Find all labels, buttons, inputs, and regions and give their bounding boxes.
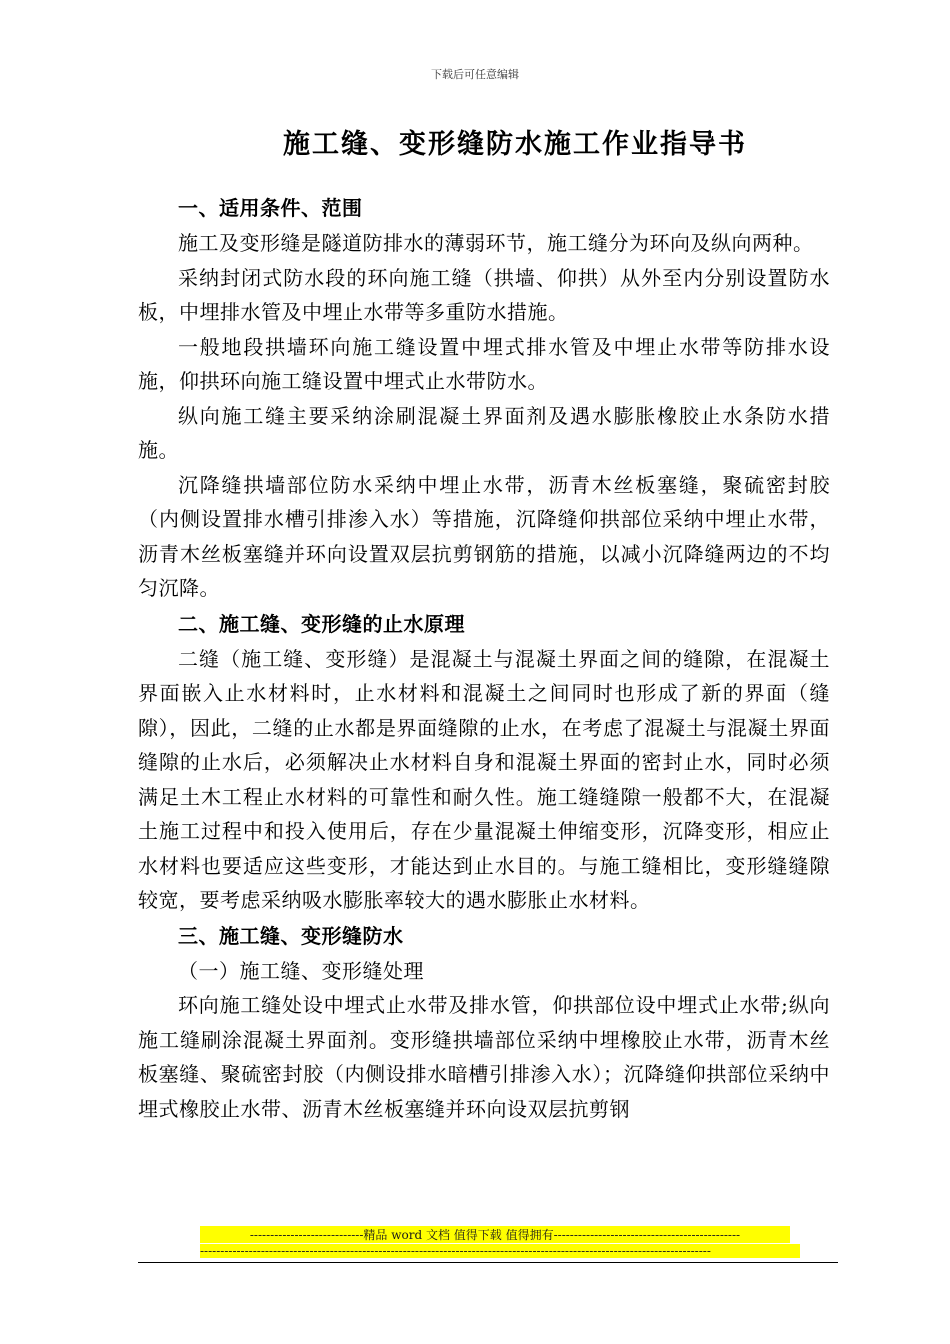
section-heading-3: 三、施工缝、变形缝防水 [178, 923, 404, 948]
header-note: 下载后可任意编辑 [431, 68, 519, 81]
paragraph: 二缝（施工缝、变形缝）是混凝土与混凝土界面之间的缝隙，在混凝土界面嵌入止水材料时，止水材料和混凝土之间同时也形成了新的界面（缝隙），因此，二缝的止水都是界面缝隙的止水，在考虑了混凝土与混凝土界面缝隙的止水后，必须解决止水材料自身和混凝土界面的密封止水，同时必须满足土木工程止水材料的可靠性和耐久性。施工缝缝隙一般都不大，在混凝土施工过程中和投入使用后，存在少量混凝土伸缩变形，沉降变形，相应止水材料也要适应这些变形，才能达到止水目的。与施工缝相比，变形缝缝隙较宽，要考虑采纳吸水膨胀率较大的遇水膨胀止水材料。 [138, 646, 830, 912]
section-heading-2: 二、施工缝、变形缝的止水原理 [178, 611, 465, 636]
document-title: 施工缝、变形缝防水施工作业指导书 [283, 129, 747, 160]
paragraph: 施工及变形缝是隧道防排水的薄弱环节，施工缝分为环向及纵向两种。 [178, 231, 814, 255]
paragraph: 沉降缝拱墙部位防水采纳中埋止水带，沥青木丝板塞缝，聚硫密封胶（内侧设置排水槽引排渗入水）等措施，沉降缝仰拱部位采纳中埋止水带，沥青木丝板塞缝并环向设置双层抗剪钢筋的措施，以减小沉降缝两边的不均匀沉降。 [138, 472, 830, 600]
footer-banner: ----------------------------精品 word 文档 值得下载 值得拥有---------------------------------------------- [200, 1226, 790, 1243]
subsection-heading: （一）施工缝、变形缝处理 [178, 958, 424, 983]
paragraph: 环向施工缝处设中埋式止水带及排水管，仰拱部位设中埋式止水带;纵向施工缝刷涂混凝土界面剂。变形缝拱墙部位采纳中埋橡胶止水带，沥青木丝板塞缝、聚硫密封胶（内侧设排水暗槽引排渗入水）；沉降缝仰拱部位采纳中埋式橡胶止水带、沥青木丝板塞缝并环向设双层抗剪钢 [138, 993, 830, 1121]
section-heading-1: 一、适用条件、范围 [178, 196, 363, 220]
paragraph: 一般地段拱墙环向施工缝设置中埋式排水管及中埋止水带等防排水设施，仰拱环向施工缝设置中埋式止水带防水。 [138, 334, 830, 393]
paragraph: 纵向施工缝主要采纳涂刷混凝土界面剂及遇水膨胀橡胶止水条防水措施。 [138, 403, 830, 462]
document-body [138, 190, 830, 1126]
paragraph: 采纳封闭式防水段的环向施工缝（拱墙、仰拱）从外至内分别设置防水板，中埋排水管及中埋止水带等多重防水措施。 [138, 265, 830, 324]
footer-rule [138, 1262, 838, 1263]
footer-dashes: ------------------------------------------------------------------------------------------------------------------------------ [200, 1244, 800, 1258]
